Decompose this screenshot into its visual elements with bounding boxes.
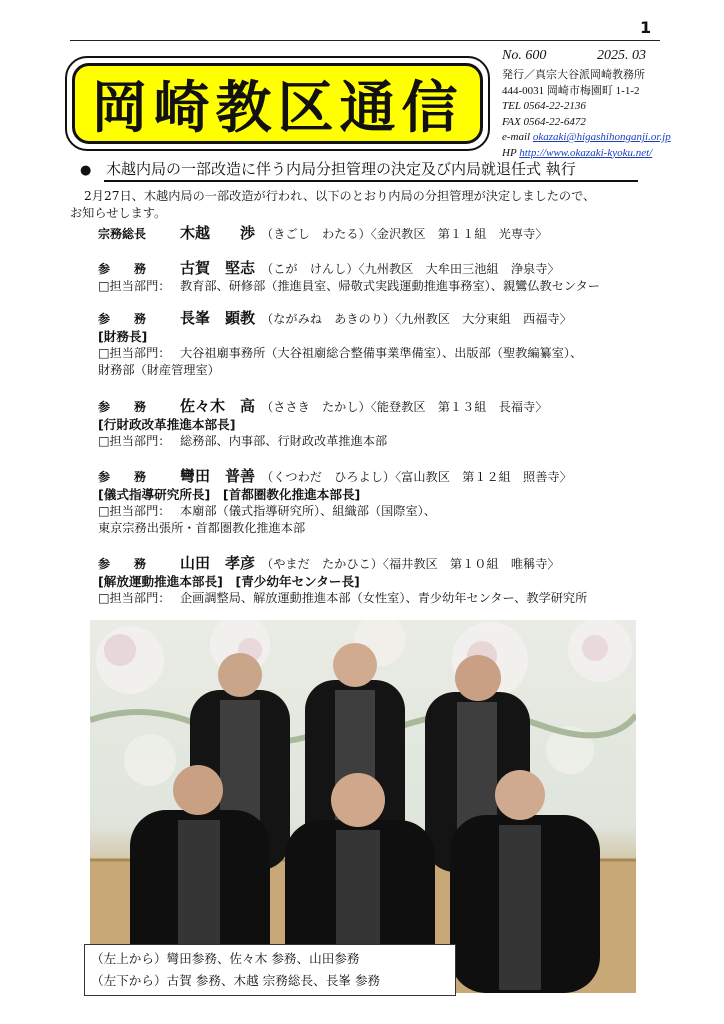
- email-link[interactable]: okazaki@higashihonganji.or.jp: [532, 131, 671, 143]
- publisher-fax: FAX 0564-22-6472: [502, 115, 586, 128]
- bullet-icon: ●: [80, 163, 92, 178]
- member-entry: [98, 258, 678, 295]
- issue-date: 2025. 03: [597, 48, 646, 63]
- member-reading: （こが けんし）〈九州教区 大牟田三池組 浄泉寺〉: [261, 262, 560, 276]
- headline-text: 木越内局の一部改造に伴う内局分担管理の決定及び内局就退任式 執行: [106, 160, 576, 178]
- dept-label: □担当部門：: [98, 279, 171, 293]
- homepage-link[interactable]: http://www.okazaki-kyoku.net/: [519, 146, 653, 159]
- member-title: [財務長]: [98, 329, 148, 344]
- member-entry: [98, 553, 678, 607]
- intro-line-2: お知らせします。: [70, 206, 167, 220]
- publisher-name: 発行／真宗大谷派岡崎教務所: [502, 69, 645, 81]
- member-role: 参 務: [98, 470, 147, 484]
- group-photo: [90, 620, 636, 993]
- caption-line-2: （左下から）古賀 参務、木越 宗務総長、長峯 参務: [91, 973, 381, 988]
- member-title: [儀式指導研究所長] [首都圏教化推進本部長]: [98, 487, 361, 502]
- intro-line-1: 2月27日、木越内局の一部改造が行われ、以下のとおり内局の分担管理が決定しましたので、: [84, 189, 596, 203]
- member-name: 木越 渉: [180, 224, 256, 242]
- member-role: 宗務総長: [98, 227, 147, 241]
- intro-paragraph: [70, 188, 670, 222]
- member-title: [行財政改革推進本部長]: [98, 417, 236, 432]
- headline: [80, 158, 670, 179]
- issue-number: No. 600: [502, 48, 547, 63]
- member-name: 彎田 普善: [180, 467, 256, 485]
- dept-text: 財務部（財産管理室）: [98, 363, 220, 377]
- member-entry: [98, 466, 678, 537]
- member-name: 長峯 顕教: [180, 309, 256, 327]
- email-label: e-mail: [502, 131, 533, 143]
- member-role: 参 務: [98, 400, 147, 414]
- dept-label: □担当部門：: [98, 346, 171, 360]
- headline-underline: [104, 180, 638, 182]
- member-name: 山田 孝彦: [180, 554, 256, 572]
- member-name: 佐々木 高: [180, 397, 256, 415]
- dept-text: 東京宗務出張所・首都圏教化推進本部: [98, 521, 306, 535]
- member-reading: （ながみね あきのり）〈九州教区 大分東組 西福寺〉: [261, 312, 572, 326]
- member-name: 古賀 堅志: [180, 259, 256, 277]
- member-entry: [98, 223, 678, 243]
- dept-text: 大谷祖廟事務所（大谷祖廟総合整備事業準備室）、出版部（聖教編纂室）、: [180, 346, 583, 360]
- publisher-address: 444-0031 岡崎市梅園町 1-1-2: [502, 84, 640, 97]
- newsletter-title: 岡崎教区通信: [91, 74, 464, 141]
- dept-label: □担当部門：: [98, 591, 171, 605]
- issue-info: [502, 48, 646, 64]
- hp-label: HP: [502, 146, 520, 159]
- dept-label: □担当部門：: [98, 504, 171, 518]
- dept-label: □担当部門：: [98, 434, 171, 448]
- publisher-tel: TEL 0564-22-2136: [502, 100, 586, 112]
- member-reading: （やまだ たかひこ）〈福井教区 第１０組 唯稱寺〉: [261, 557, 560, 571]
- page-number: 1: [640, 18, 652, 37]
- masthead: [65, 56, 490, 151]
- member-role: 参 務: [98, 557, 147, 571]
- member-entry: [98, 308, 678, 379]
- dept-text: 本廟部（儀式指導研究所）、組織部（国際室）、: [180, 504, 436, 518]
- member-entry: [98, 396, 678, 450]
- top-rule: [70, 40, 660, 41]
- member-reading: （くつわだ ひろよし）〈富山教区 第１２組 照善寺〉: [261, 470, 572, 484]
- member-reading: （きごし わたる）〈金沢教区 第１１組 光専寺〉: [261, 227, 548, 241]
- publisher-info: [502, 68, 671, 161]
- dept-text: 企画調整局、解放運動推進本部（女性室）、青少幼年センター、教学研究所: [180, 591, 588, 605]
- member-title: [解放運動推進本部長] [青少幼年センター長]: [98, 574, 360, 589]
- member-role: 参 務: [98, 262, 147, 276]
- group-photo-illustration: [90, 620, 636, 993]
- caption-line-1: （左上から）彎田参務、佐々木 参務、山田参務: [91, 951, 360, 966]
- dept-text: 総務部、内事部、行財政改革推進本部: [180, 434, 388, 448]
- photo-caption: [84, 944, 456, 996]
- dept-text: 教育部、研修部（推進員室、帰敬式実践運動推進事務室）、親鸞仏教センター: [180, 279, 600, 293]
- member-role: 参 務: [98, 312, 147, 326]
- member-reading: （ささき たかし）〈能登教区 第１３組 長福寺〉: [261, 400, 548, 414]
